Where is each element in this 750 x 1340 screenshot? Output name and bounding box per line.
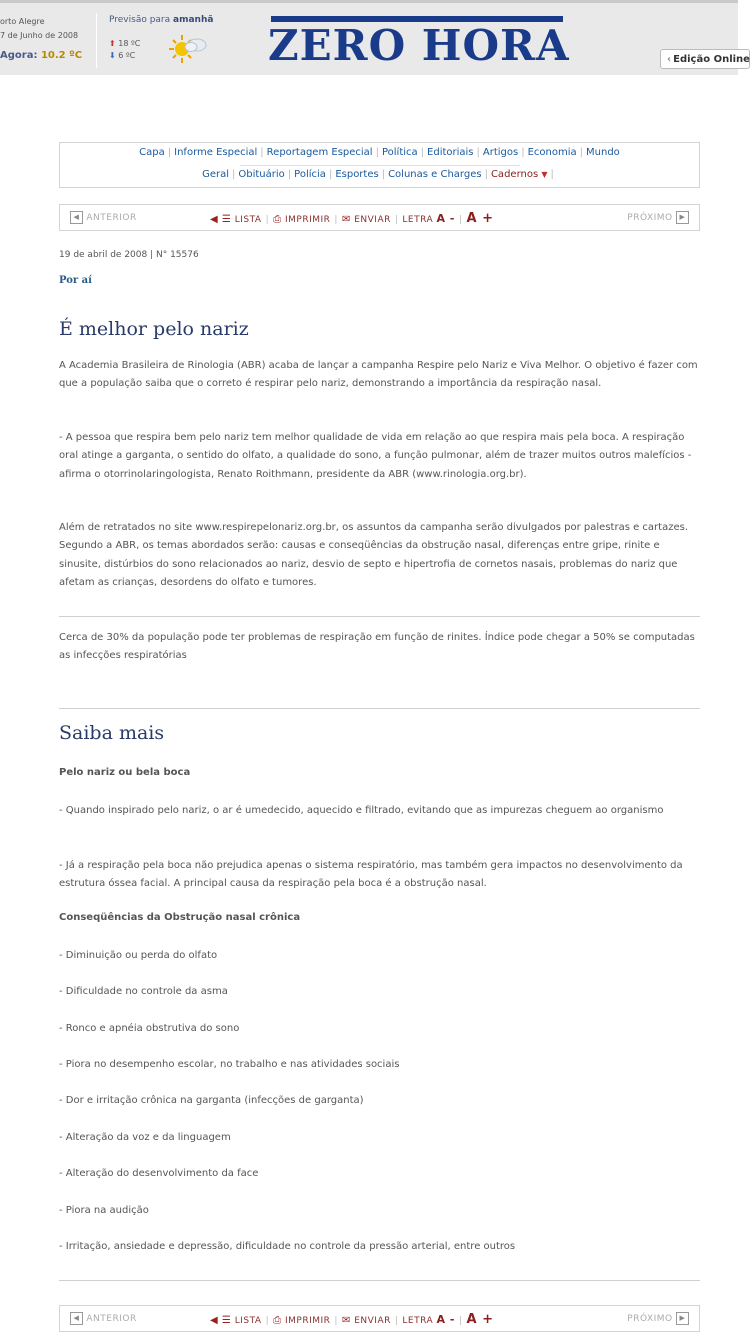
forecast-prefix: Previsão para bbox=[109, 15, 171, 25]
toolbar-actions: ◀ ☰ LISTA | ⎙ IMPRIMIR | ✉ ENVIAR | LETRA A - | A + bbox=[210, 211, 494, 226]
letra-label: LETRA bbox=[402, 1316, 434, 1326]
saiba-paragraph: - Já a respiração pela boca não prejudica apenas o sistema respiratório, mas também gera impactos no desenvolvimento da estrutura óssea facial. A principal causa da respiração pela boca é a obstrução nasal. bbox=[59, 860, 683, 890]
article-highlight: Cerca de 30% da população pode ter problemas de respiração em função de rinites. Índice pode chegar a 50% se computadas as infecções respiratórias bbox=[59, 632, 695, 662]
nav-capa[interactable]: Capa bbox=[139, 147, 165, 158]
caret-down-icon: ▼ bbox=[541, 170, 548, 179]
temp-min: 6 ºC bbox=[118, 51, 136, 60]
list-item: - Alteração do desenvolvimento da face bbox=[59, 1168, 259, 1179]
forecast-max bbox=[109, 39, 140, 48]
enviar-label: ENVIAR bbox=[354, 215, 391, 225]
arrow-up-icon: ⬆ bbox=[109, 39, 116, 48]
saiba-paragraph: - Quando inspirado pelo nariz, o ar é umedecido, aquecido e filtrado, evitando que as impurezas cheguem ao organismo bbox=[59, 805, 664, 816]
nav-esportes[interactable]: Esportes bbox=[335, 169, 379, 180]
forecast-day: amanhã bbox=[173, 15, 214, 25]
imprimir-label: IMPRIMIR bbox=[284, 215, 331, 225]
article-paragraph: Além de retratados no site www.respirepelonariz.org.br, os assuntos da campanha serão divulgados por palestras e cartazes. Segundo a ABR, os temas abordados serão: causas e conseqüências da obstrução nasal, diferenças entre gripe, rinite e sinusite, distúrbios do sono relacionados ao nariz, desvio de septo e hipertrofia de cornetos nasais, problemas do nariz que afetam as crianças, desordens do olfato e tumores. bbox=[59, 522, 689, 588]
now-temp: 10.2 ºC bbox=[40, 50, 83, 61]
current-date: 7 de Junho de 2008 bbox=[0, 31, 79, 40]
list-icon: ◀ ☰ bbox=[210, 214, 232, 225]
font-decrease-button[interactable]: A - bbox=[436, 1313, 455, 1326]
arrow-left-icon: ◀ bbox=[70, 1312, 83, 1325]
nav-editoriais[interactable]: Editoriais bbox=[427, 147, 474, 158]
lista-button[interactable] bbox=[210, 215, 262, 225]
list-item: - Piora no desempenho escolar, no trabalho e nas atividades sociais bbox=[59, 1059, 400, 1070]
lista-label: LISTA bbox=[234, 215, 262, 225]
forecast-min bbox=[109, 51, 135, 60]
imprimir-button[interactable] bbox=[273, 215, 330, 225]
font-increase-button[interactable]: A + bbox=[466, 211, 494, 226]
list-item: - Diminuição ou perda do olfato bbox=[59, 950, 218, 961]
enviar-label: ENVIAR bbox=[354, 1316, 391, 1326]
arrow-right-icon: ▶ bbox=[676, 1312, 689, 1325]
nav-colunas-e-charges[interactable]: Colunas e Charges bbox=[388, 169, 482, 180]
site-logo[interactable]: ZERO HORA bbox=[268, 21, 570, 70]
anterior-label: ANTERIOR bbox=[86, 213, 137, 223]
nav-obituario[interactable]: Obituário bbox=[238, 169, 285, 180]
article-toolbar-bottom bbox=[59, 1305, 700, 1332]
city-name: orto Alegre bbox=[0, 17, 45, 26]
nav-cadernos-dropdown[interactable] bbox=[491, 169, 548, 180]
nav-row-1: Capa | Informe Especial | Reportagem Especial | Política | Editoriais | Artigos | Economia | Mundo bbox=[139, 147, 620, 158]
nav-geral[interactable]: Geral bbox=[202, 169, 230, 180]
article-paragraph: - A pessoa que respira bem pelo nariz tem melhor qualidade de vida em relação ao que respira mais pela boca. A respiração oral atinge a garganta, o sentido do olfato, a qualidade do sono, a função pulmonar, além de trazer muitos outros malefícios - afirma o otorrinolaringologista, Renato Roithmann, presidente da ABR (www.rinologia.org.br). bbox=[59, 432, 692, 480]
anterior-button[interactable] bbox=[70, 1312, 137, 1325]
edicao-label: Edição Online bbox=[673, 54, 750, 65]
lista-label: LISTA bbox=[234, 1316, 262, 1326]
proximo-label: PRÓXIMO bbox=[627, 1314, 673, 1324]
list-item: - Dificuldade no controle da asma bbox=[59, 986, 228, 997]
nav-divider bbox=[240, 165, 520, 166]
edicao-online-button[interactable] bbox=[660, 49, 750, 69]
header-divider bbox=[96, 13, 97, 68]
divider bbox=[59, 1280, 700, 1281]
enviar-button[interactable] bbox=[342, 215, 391, 225]
article-section[interactable]: Por aí bbox=[59, 275, 92, 286]
envelope-icon: ✉ bbox=[341, 1315, 351, 1326]
font-increase-button[interactable]: A + bbox=[466, 1312, 494, 1327]
divider bbox=[59, 616, 700, 617]
proximo-button[interactable] bbox=[627, 1312, 689, 1325]
saiba-subtitle: Pelo nariz ou bela boca bbox=[59, 767, 191, 778]
envelope-icon: ✉ bbox=[341, 214, 351, 225]
font-decrease-button[interactable]: A - bbox=[436, 212, 455, 225]
nav-row-2: Geral | Obituário | Polícia | Esportes | Colunas e Charges | Cadernos ▼ | bbox=[202, 169, 554, 180]
saiba-subtitle: Conseqüências da Obstrução nasal crônica bbox=[59, 912, 301, 923]
temp-max: 18 ºC bbox=[118, 39, 141, 48]
lista-button[interactable] bbox=[210, 1316, 262, 1326]
printer-icon: ⎙ bbox=[273, 214, 282, 225]
nav-policia[interactable]: Polícia bbox=[294, 169, 326, 180]
nav-economia[interactable]: Economia bbox=[527, 147, 577, 158]
imprimir-label: IMPRIMIR bbox=[284, 1316, 331, 1326]
anterior-label: ANTERIOR bbox=[86, 1314, 137, 1324]
nav-artigos[interactable]: Artigos bbox=[482, 147, 519, 158]
list-item: - Irritação, ansiedade e depressão, dificuldade no controle da pressão arterial, entre outros bbox=[59, 1241, 516, 1252]
list-item: - Piora na audição bbox=[59, 1205, 149, 1216]
sun-cloud-icon bbox=[166, 31, 210, 67]
enviar-button[interactable] bbox=[342, 1316, 391, 1326]
arrow-left-icon: ◀ bbox=[70, 211, 83, 224]
forecast-title bbox=[109, 15, 213, 25]
article-title: É melhor pelo nariz bbox=[59, 318, 249, 340]
now-label: Agora: bbox=[0, 50, 38, 61]
list-item: - Dor e irritação crônica na garganta (infecções de garganta) bbox=[59, 1095, 364, 1106]
article-toolbar-top bbox=[59, 204, 700, 231]
letra-label: LETRA bbox=[402, 215, 434, 225]
divider bbox=[59, 708, 700, 709]
nav-mundo[interactable]: Mundo bbox=[586, 147, 620, 158]
arrow-right-icon: ▶ bbox=[676, 211, 689, 224]
printer-icon: ⎙ bbox=[273, 1315, 282, 1326]
list-item: - Alteração da voz e da linguagem bbox=[59, 1132, 231, 1143]
section-nav bbox=[59, 142, 700, 188]
article-paragraph: A Academia Brasileira de Rinologia (ABR) acaba de lançar a campanha Respire pelo Nariz e Viva Melhor. O objetivo é fazer com que a população saiba que o correto é respirar pelo nariz, demonstrando a importância da respiração nasal. bbox=[59, 360, 698, 390]
proximo-label: PRÓXIMO bbox=[627, 213, 673, 223]
weather-city bbox=[0, 15, 78, 43]
current-temperature bbox=[0, 50, 82, 61]
article-date: 19 de abril de 2008 | N° 15576 bbox=[59, 250, 199, 260]
chevron-left-icon: ‹ bbox=[667, 54, 672, 65]
toolbar-actions: ◀ ☰ LISTA | ⎙ IMPRIMIR | ✉ ENVIAR | LETRA A - | A + bbox=[210, 1312, 494, 1327]
anterior-button[interactable] bbox=[70, 211, 137, 224]
cadernos-label: Cadernos bbox=[490, 169, 539, 180]
nav-informe-especial[interactable]: Informe Especial bbox=[174, 147, 258, 158]
nav-politica[interactable]: Política bbox=[381, 147, 418, 158]
list-item: - Ronco e apnéia obstrutiva do sono bbox=[59, 1023, 240, 1034]
arrow-down-icon: ⬇ bbox=[109, 51, 116, 60]
nav-reportagem-especial[interactable]: Reportagem Especial bbox=[266, 147, 373, 158]
proximo-button[interactable] bbox=[627, 211, 689, 224]
saiba-mais-title: Saiba mais bbox=[59, 722, 165, 744]
imprimir-button[interactable] bbox=[273, 1316, 330, 1326]
top-bar bbox=[0, 0, 750, 75]
list-icon: ◀ ☰ bbox=[210, 1315, 232, 1326]
